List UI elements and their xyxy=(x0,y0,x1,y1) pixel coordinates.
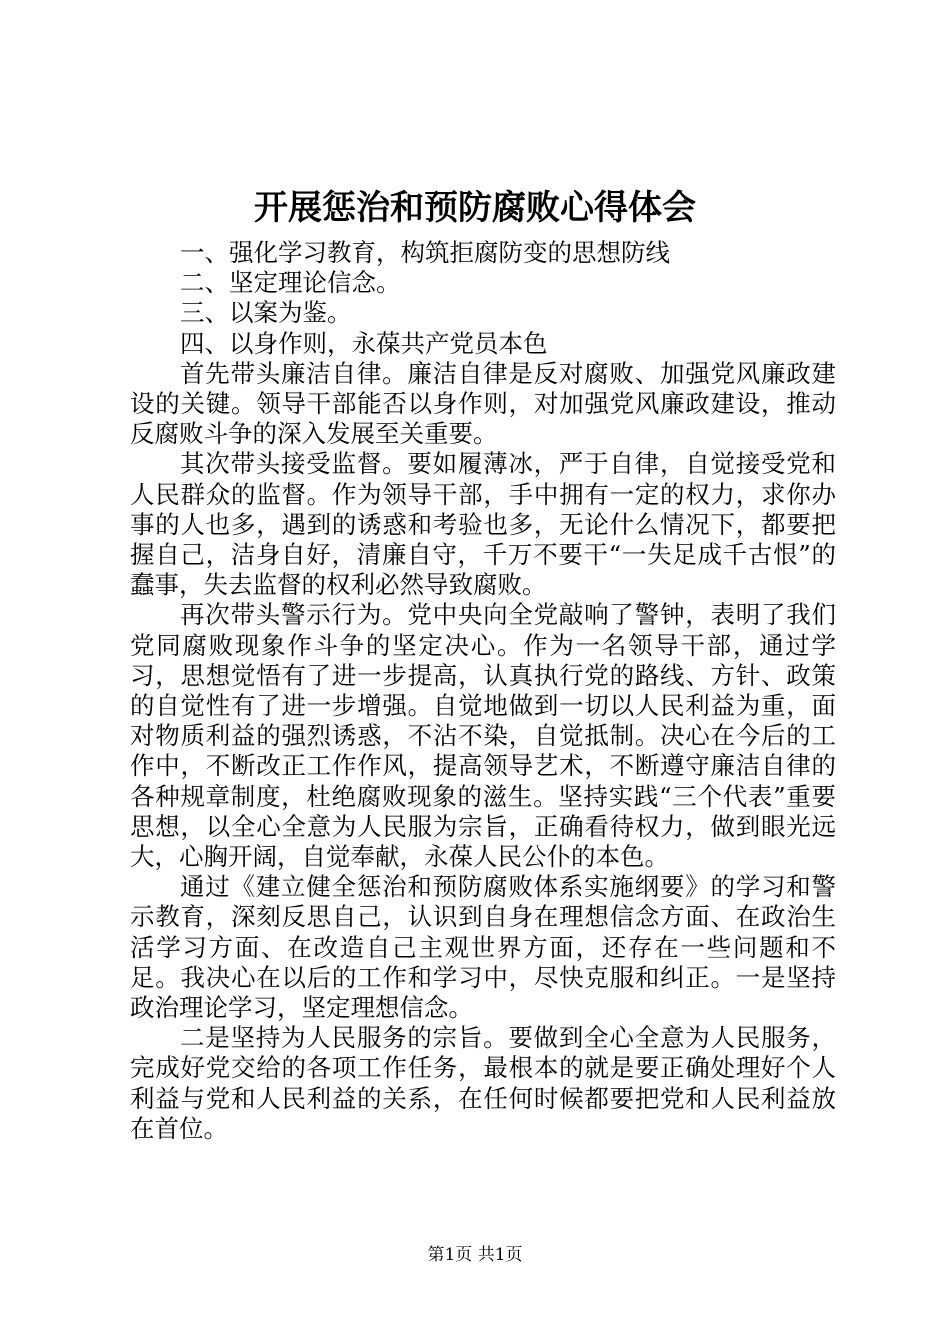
heading-item-2: 二、坚定理论信念。 xyxy=(180,268,401,298)
document-title: 开展惩治和预防腐败心得体会 xyxy=(254,188,696,228)
document-body xyxy=(130,238,836,1144)
body-paragraph: 其次带头接受监督。要如履薄冰，严于自律，自觉接受党和人民群众的监督。作为领导干部，手中拥有一定的权力，求你办事的人也多，遇到的诱惑和考验也多，无论什么情况下，都要把握自己，洁身自好，清廉自守，千万不要干“一失足成千古恨”的蠢事，失去监督的权利必然导致腐败。 xyxy=(130,449,836,600)
body-paragraph: 首先带头廉洁自律。廉洁自律是反对腐败、加强党风廉政建设的关键。领导干部能否以身作则，对加强党风廉政建设，推动反腐败斗争的深入发展至关重要。 xyxy=(130,358,836,449)
page-number-footer: 第1页 共1页 xyxy=(427,1245,523,1265)
body-paragraph: 二是坚持为人民服务的宗旨。要做到全心全意为人民服务，完成好党交给的各项工作任务，最根本的就是要正确处理好个人利益与党和人民利益的关系，在任何时候都要把党和人民利益放在首位。 xyxy=(130,1023,836,1143)
heading-item-1: 一、强化学习教育，构筑拒腐防变的思想防线 xyxy=(180,238,670,267)
body-paragraph: 通过《建立健全惩治和预防腐败体系实施纲要》的学习和警示教育，深刻反思自己，认识到自身在理想信念方面、在政治生活学习方面、在改造自己主观世界方面，还存在一些问题和不足。我决心在以后的工作和学习中，尽快克服和纠正。一是坚持政治理论学习，坚定理想信念。 xyxy=(130,872,836,1023)
heading-item-3: 三、以案为鉴。 xyxy=(180,298,352,328)
body-paragraph: 再次带头警示行为。党中央向全党敲响了警钟，表明了我们党同腐败现象作斗争的坚定决心。作为一名领导干部，通过学习，思想觉悟有了进一步提高，认真执行党的路线、方针、政策的自觉性有了进一步增强。自觉地做到一切以人民利益为重，面对物质利益的强烈诱惑，不沾不染，自觉抵制。决心在今后的工作中，不断改正工作作风，提高领导艺术，不断遵守廉洁自律的各种规章制度，杜绝腐败现象的滋生。坚持实践“三个代表”重要思想，以全心全意为人民服为宗旨，正确看待权力，做到眼光远大，心胸开阔，自觉奉献，永葆人民公仆的本色。 xyxy=(130,600,836,872)
heading-item-4: 四、以身作则，永葆共产党员本色 xyxy=(180,328,548,358)
